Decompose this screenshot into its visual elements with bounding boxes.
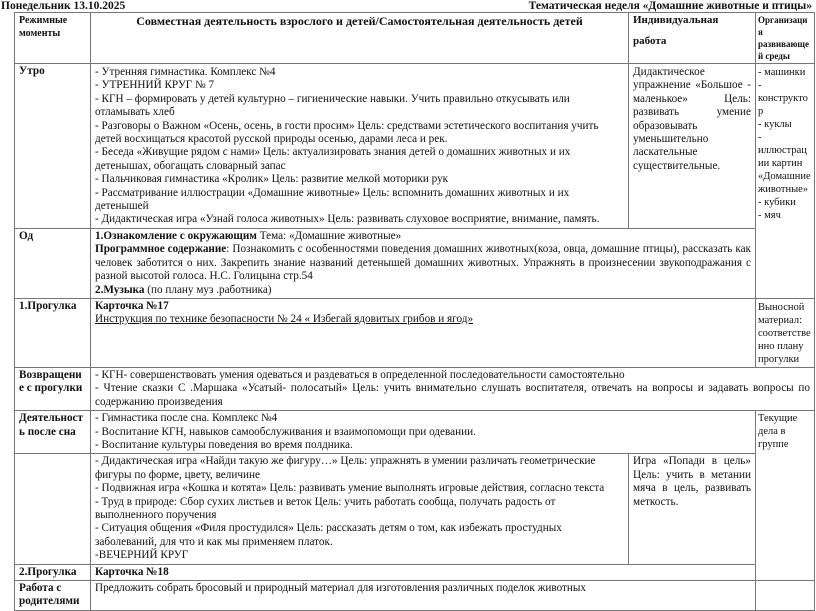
list-item: - Утренняя гимнастика. Комплекс №4 [95, 66, 276, 78]
header-joint-activity: Совместная деятельность взрослого и детей/Самостоятельная деятельность детей [91, 13, 629, 64]
list-item: - Беседа «Живущие рядом с нами» Цель: актуализировать знания детей о домашних животных и их детенышах, обогащать словарный запас [95, 146, 571, 172]
od-program-title: Программное содержание [95, 243, 227, 256]
list-item: -ВЕЧЕРНИЙ КРУГ [95, 549, 189, 562]
table-row-walk2 [15, 564, 815, 580]
games-individual: Игра «Попади в цель» Цель: учить в метании мяча в цель, развивать меткость. [629, 454, 756, 564]
table-row-walk1 [15, 298, 815, 367]
list-item: - Пальчиковая гимнастика «Кролик» Цель: развитие мелкой моторики рук [95, 173, 449, 186]
list-item: - КГН- совершенствовать умения одеваться и раздеваться в определенной последовательности самостоятельно [95, 368, 625, 381]
list-item: - Ситуация общения «Филя простудился» Цель: рассказать детям о том, как избежать простудных заболеваний, для что и как мы применяем платок. [95, 522, 562, 548]
walk1-environment: Выносной материал: соответственно плану прогулки [756, 298, 815, 367]
games-content [91, 454, 629, 564]
walk1-content [91, 298, 756, 367]
row-label: Од [15, 228, 91, 298]
header-individual-line2: работа [633, 35, 667, 48]
list-item: - иллюстрации картин «Домашние животные» [758, 132, 811, 195]
list-item: - Воспитание КГН, навыков самообслуживания и взаимопомощи при одевании. [95, 425, 476, 438]
walk1-card: Карточка №17 [95, 299, 169, 312]
walk1-instruction: Инструкция по технике безопасности № 24 « Избегай ядовитых грибов и ягод» [95, 313, 474, 326]
plan-table [14, 12, 815, 611]
row-label-empty [15, 454, 91, 564]
header-environment: Организация развивающей среды [756, 13, 815, 64]
list-item: - Гимнастика после сна. Комплекс №4 [95, 412, 278, 425]
list-item: - куклы [758, 119, 792, 130]
od-program-text: : Познакомить с особенностями поведения домашних животных(коза, овца, домашние птицы), рассказать как человек заботится о них. Закрепить знание названий детенышей домашних животных. Упражнять в произнесении звукоподражания с разной высотой голоса. Н.С. Голицына стр.54 [95, 243, 751, 283]
list-item: - Дидактическая игра «Узнай голоса животных» Цель: развивать слуховое восприятие, внимание, память. [95, 213, 600, 226]
return-content [91, 367, 815, 410]
list-item: - Воспитание культуры поведения во время полдника. [95, 438, 353, 451]
list-item: - Разговоры о Важном «Осень, осень, в гости просим» Цель: средствами эстетического воспитания учить детей восхищаться красотой русской природы осенью, дарами леса и рек. [95, 119, 599, 146]
od-item1-topic: Тема: «Домашние животные» [256, 229, 402, 242]
table-row-od [15, 228, 815, 298]
header-moments: Режимные моменты [15, 13, 91, 64]
list-item: - Труд в природе: Сбор сухих листьев и веток Цель: учить работать сообща, получать радость от выполненного поручения [95, 495, 556, 521]
list-item: - КГН – формировать у детей культурно – гигиенические навыки. Учить правильно откусывать или отламывать хлеб [95, 92, 570, 119]
list-item: - Рассматривание иллюстрации «Домашние животные» Цель: вспомнить домашних животных и их детенышей [95, 186, 570, 213]
header-individual-line1: Индивидуальная [633, 14, 719, 26]
list-item: - мяч [758, 210, 781, 221]
od-item2-title: 2.Музыка [95, 283, 145, 296]
header-individual [629, 13, 756, 64]
list-item: - конструктор [758, 80, 808, 117]
after-sleep-content [91, 411, 756, 454]
walk2-card: Карточка №18 [91, 564, 756, 580]
theme-week: Тематическая неделя «Домашние животные и птицы» [528, 0, 812, 12]
list-item: - кубики [758, 197, 796, 208]
table-row-games [15, 454, 815, 564]
row-label: Деятельность после сна [15, 411, 91, 454]
morning-individual: Дидактическое упражнение «Большое - маленькое» Цель: развивать умение образовывать уменьшительно ласкательные существительные. [629, 64, 756, 229]
table-row-morning [15, 64, 815, 229]
table-row-after-sleep [15, 411, 815, 454]
row-label: Утро [15, 64, 91, 229]
od-content [91, 228, 756, 298]
table-row-parents [15, 581, 815, 611]
after-sleep-environment: Текущие дела в группе [756, 411, 815, 581]
od-item1-title: 1.Ознакомление с окружающим [95, 229, 257, 242]
list-item: - Подвижная игра «Кошка и котята» Цель: развивать умение выполнять игровые действия, согласно текста [95, 482, 605, 495]
row-label: 1.Прогулка [15, 298, 91, 367]
list-item: - Чтение сказки С .Маршака «Усатый- полосатый» Цель: учить внимательно слушать воспитателя, отвечать на вопросы и задавать вопросы по содержанию произведения [95, 382, 810, 408]
list-item: - машинки [758, 67, 806, 78]
morning-activities [91, 64, 629, 229]
list-item: - УТРЕННИЙ КРУГ № 7 [95, 79, 215, 92]
row-label: Возвращение с прогулки [15, 367, 91, 410]
day-date: Понедельник 13.10.2025 [1, 0, 126, 12]
row-label: 2.Прогулка [15, 564, 91, 580]
table-header-row [15, 13, 815, 64]
table-row-return [15, 367, 815, 410]
list-item: - Дидактическая игра «Найди такую же фигуру…» Цель: упражнять в умении различать геометрические фигуры по форме, цвету, величине [95, 455, 596, 481]
parents-content: Предложить собрать бросовый и природный материал для изготовления различных поделок животных [91, 581, 756, 611]
morning-environment [756, 64, 815, 299]
parents-environment-empty [756, 581, 815, 611]
row-label: Работа с родителями [15, 581, 91, 611]
od-item2-text: (по плану муз .работника) [144, 283, 272, 296]
